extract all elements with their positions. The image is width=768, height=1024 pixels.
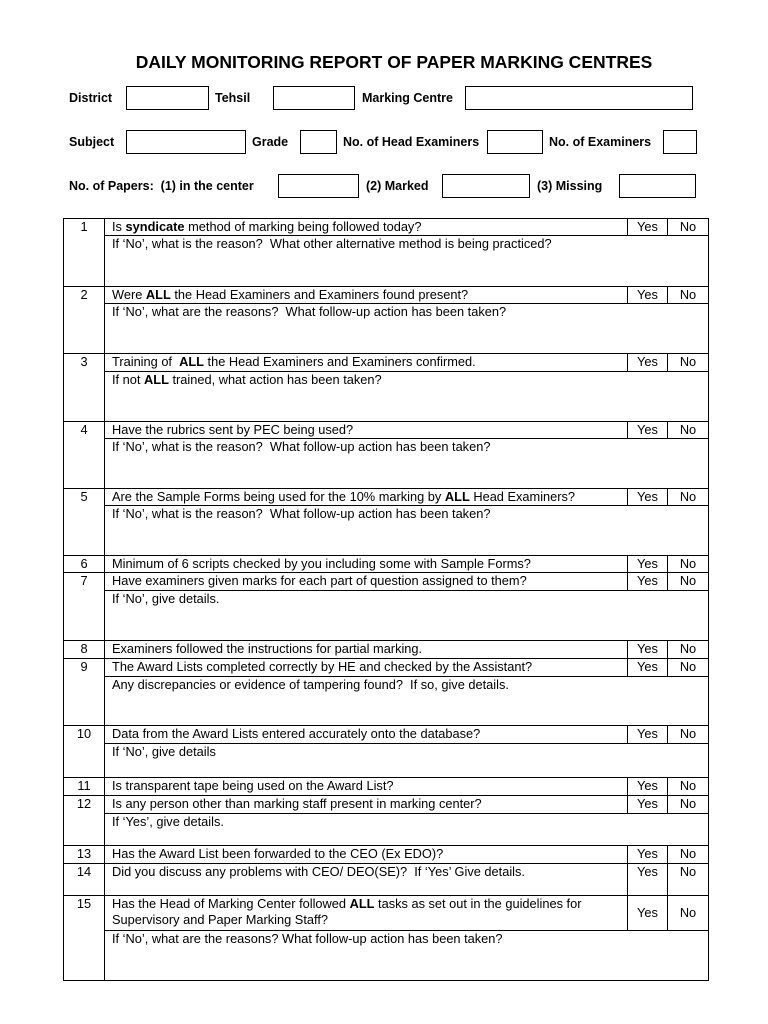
question-item <box>64 778 708 796</box>
question-row <box>105 573 708 591</box>
question-text-segment: the Head Examiners and Examiners confirmed. <box>204 354 476 369</box>
question-row <box>105 796 708 814</box>
question-row <box>105 287 708 304</box>
district-field[interactable] <box>126 86 209 110</box>
question-number: 5 <box>64 489 105 555</box>
question-number: 13 <box>64 846 105 863</box>
question-number: 3 <box>64 354 105 421</box>
marking-centre-field[interactable] <box>465 86 693 110</box>
no-option[interactable]: No <box>679 778 697 793</box>
tehsil-field[interactable] <box>273 86 355 110</box>
no-option[interactable]: No <box>679 219 697 234</box>
follow-up-answer-area[interactable] <box>105 439 708 488</box>
yes-option[interactable]: Yes <box>628 896 668 930</box>
subject-label: Subject <box>69 135 115 149</box>
question-item <box>64 422 708 489</box>
question-number: 10 <box>64 726 105 777</box>
yes-option[interactable]: Yes <box>628 778 668 795</box>
follow-up-answer-area[interactable] <box>105 372 708 421</box>
follow-up-prompt: If ‘No’, give details <box>112 744 216 759</box>
yes-option[interactable]: Yes <box>628 219 668 235</box>
question-text <box>105 573 628 590</box>
question-text <box>105 659 628 676</box>
question-row <box>105 896 708 931</box>
follow-up-prompt: If ‘No’, what are the reasons? What follow-up action has been taken? <box>112 304 507 319</box>
question-text-segment: Is any person other than marking staff present in marking center? <box>112 796 482 811</box>
yes-option[interactable]: Yes <box>628 422 668 438</box>
yes-option[interactable]: Yes <box>628 726 668 743</box>
follow-up-answer-area[interactable] <box>105 506 708 555</box>
emphasis-text: ALL <box>144 372 169 387</box>
question-text-segment: method of marking being followed today? <box>184 219 422 234</box>
question-item <box>64 556 708 573</box>
follow-up-prompt: If ‘No’, what are the reasons? What follow-up action has been taken? <box>112 931 503 946</box>
marking-centre-label: Marking Centre <box>362 91 453 105</box>
question-body <box>105 641 708 658</box>
question-body <box>105 287 708 353</box>
papers-missing-field[interactable] <box>619 174 696 198</box>
question-body <box>105 219 708 286</box>
follow-up-prompt: If ‘Yes’, give details. <box>112 814 224 829</box>
question-row <box>105 489 708 506</box>
no-option[interactable]: No <box>679 573 697 588</box>
papers-in-center-field[interactable] <box>278 174 359 198</box>
tehsil-label: Tehsil <box>215 91 251 105</box>
question-body <box>105 896 708 980</box>
yes-option[interactable]: Yes <box>628 354 668 371</box>
question-number: 15 <box>64 896 105 980</box>
question-row <box>105 422 708 439</box>
subject-field[interactable] <box>126 130 246 154</box>
question-item <box>64 354 708 422</box>
question-text-segment: Data from the Award Lists entered accurately onto the database? <box>112 726 481 741</box>
grade-field[interactable] <box>300 130 337 154</box>
yes-option[interactable]: Yes <box>628 489 668 505</box>
question-text <box>105 796 628 813</box>
question-text <box>105 556 628 572</box>
question-text-segment: the Head Examiners and Examiners found present? <box>170 287 469 302</box>
follow-up-answer-area[interactable] <box>105 814 708 845</box>
question-number: 2 <box>64 287 105 353</box>
question-text-segment: Training of <box>112 354 180 369</box>
question-text-segment: tasks as set out in the guidelines for Supervisory and Paper Marking Staff? <box>112 896 586 927</box>
no-option[interactable]: No <box>679 556 697 571</box>
question-item <box>64 287 708 354</box>
question-number: 6 <box>64 556 105 572</box>
emphasis-text: ALL <box>179 354 204 369</box>
question-text <box>105 846 628 863</box>
papers-missing-label: (3) Missing <box>537 179 603 193</box>
question-text-segment: Have examiners given marks for each part of question assigned to them? <box>112 573 527 588</box>
head-examiners-label: No. of Head Examiners <box>343 135 480 149</box>
question-number: 11 <box>64 778 105 795</box>
follow-up-answer-area[interactable] <box>105 304 708 353</box>
question-item <box>64 641 708 659</box>
follow-up-answer-area[interactable] <box>105 744 708 777</box>
question-text-segment: Are the Sample Forms being used for the 10% marking by <box>112 489 445 504</box>
follow-up-prompt: If ‘No’, what is the reason? What follow-up action has been taken? <box>112 506 491 521</box>
question-text-segment: The Award Lists completed correctly by HE and checked by the Assistant? <box>112 659 533 674</box>
question-item <box>64 489 708 556</box>
question-text-segment: Has the Head of Marking Center followed <box>112 896 350 911</box>
papers-marked-label: (2) Marked <box>366 179 429 193</box>
question-text <box>105 896 628 930</box>
question-row <box>105 659 708 677</box>
examiners-label: No. of Examiners <box>549 135 652 149</box>
follow-up-prompt: If ‘No’, what is the reason? What follow-up action has been taken? <box>112 439 491 454</box>
no-option[interactable]: No <box>679 489 697 504</box>
yes-option[interactable]: Yes <box>628 556 668 572</box>
follow-up-prompt: trained, what action has been taken? <box>168 372 382 387</box>
follow-up-answer-area[interactable] <box>105 236 708 286</box>
question-body <box>105 354 708 421</box>
yes-option[interactable]: Yes <box>628 641 668 658</box>
question-body <box>105 726 708 777</box>
head-examiners-field[interactable] <box>487 130 543 154</box>
emphasis-text: ALL <box>349 896 375 911</box>
question-body <box>105 796 708 845</box>
page-title: DAILY MONITORING REPORT OF PAPER MARKING CENTRES <box>135 52 653 72</box>
question-item <box>64 219 708 287</box>
follow-up-prompt: If ‘No’, give details. <box>112 591 220 606</box>
follow-up-prompt: If not <box>112 372 145 387</box>
question-row <box>105 219 708 236</box>
papers-marked-field[interactable] <box>442 174 530 198</box>
examiners-field[interactable] <box>663 130 697 154</box>
question-text-segment: Have the rubrics sent by PEC being used? <box>112 422 354 437</box>
question-text-segment: Has the Award List been forwarded to the CEO (Ex EDO)? <box>112 846 444 861</box>
emphasis-text: ALL <box>145 287 171 302</box>
no-option[interactable]: No <box>679 864 697 879</box>
district-label: District <box>69 91 113 105</box>
question-text-segment: Head Examiners? <box>469 489 576 504</box>
question-item <box>64 796 708 846</box>
question-text-segment: Is <box>112 219 126 234</box>
question-item <box>64 864 708 896</box>
question-number: 8 <box>64 641 105 658</box>
question-item <box>64 659 708 726</box>
question-text <box>105 422 628 438</box>
question-text <box>105 354 628 371</box>
emphasis-text: ALL <box>444 489 470 504</box>
question-body <box>105 864 708 895</box>
question-text <box>105 641 628 658</box>
question-row <box>105 556 708 572</box>
question-row <box>105 778 708 795</box>
question-row <box>105 726 708 744</box>
yes-option[interactable]: Yes <box>628 796 668 813</box>
no-option[interactable]: No <box>679 796 697 811</box>
no-option[interactable]: No <box>679 354 697 369</box>
follow-up-answer-area[interactable] <box>105 931 708 980</box>
question-item <box>64 573 708 641</box>
question-text-segment: Did you discuss any problems with CEO/ DEO(SE)? If ‘Yes’ Give details. <box>112 864 525 879</box>
emphasis-text: syndicate <box>125 219 185 234</box>
question-text <box>105 778 628 795</box>
yes-option[interactable]: Yes <box>628 659 668 676</box>
no-option[interactable]: No <box>679 659 697 674</box>
question-number: 4 <box>64 422 105 488</box>
yes-option[interactable]: Yes <box>628 287 668 303</box>
no-option[interactable]: No <box>679 641 697 656</box>
question-number: 12 <box>64 796 105 845</box>
question-row <box>105 641 708 658</box>
question-item <box>64 726 708 778</box>
question-body <box>105 846 708 863</box>
question-text <box>105 726 628 743</box>
question-text-segment: Minimum of 6 scripts checked by you including some with Sample Forms? <box>112 556 531 571</box>
yes-option[interactable]: Yes <box>628 864 668 895</box>
question-body <box>105 489 708 555</box>
question-text <box>105 489 628 505</box>
question-text-segment: Were <box>112 287 146 302</box>
papers-in-center-label: No. of Papers: (1) in the center <box>69 179 254 193</box>
question-number: 1 <box>64 219 105 286</box>
no-option[interactable]: No <box>679 905 697 920</box>
follow-up-answer-area[interactable] <box>105 591 708 640</box>
no-option[interactable]: No <box>679 422 697 437</box>
question-body <box>105 659 708 725</box>
follow-up-prompt: Any discrepancies or evidence of tampering found? If so, give details. <box>112 677 509 692</box>
question-number: 7 <box>64 573 105 640</box>
question-text-segment: Examiners followed the instructions for partial marking. <box>112 641 423 656</box>
question-body <box>105 573 708 640</box>
yes-option[interactable]: Yes <box>628 846 668 863</box>
checklist-table <box>63 218 709 981</box>
question-item <box>64 896 708 980</box>
question-row <box>105 846 708 863</box>
question-row <box>105 864 708 895</box>
question-number: 14 <box>64 864 105 895</box>
question-text <box>105 219 628 235</box>
question-text <box>105 864 628 895</box>
no-option[interactable]: No <box>679 846 697 861</box>
question-text <box>105 287 628 303</box>
follow-up-answer-area[interactable] <box>105 677 708 725</box>
question-row <box>105 354 708 372</box>
follow-up-prompt: If ‘No’, what is the reason? What other alternative method is being practiced? <box>112 236 552 251</box>
yes-option[interactable]: Yes <box>628 573 668 590</box>
question-item <box>64 846 708 864</box>
question-number: 9 <box>64 659 105 725</box>
question-body <box>105 556 708 572</box>
grade-label: Grade <box>252 135 289 149</box>
question-body <box>105 778 708 795</box>
question-text-segment: Is transparent tape being used on the Award List? <box>112 778 394 793</box>
question-body <box>105 422 708 488</box>
no-option[interactable]: No <box>679 287 697 302</box>
no-option[interactable]: No <box>679 726 697 741</box>
